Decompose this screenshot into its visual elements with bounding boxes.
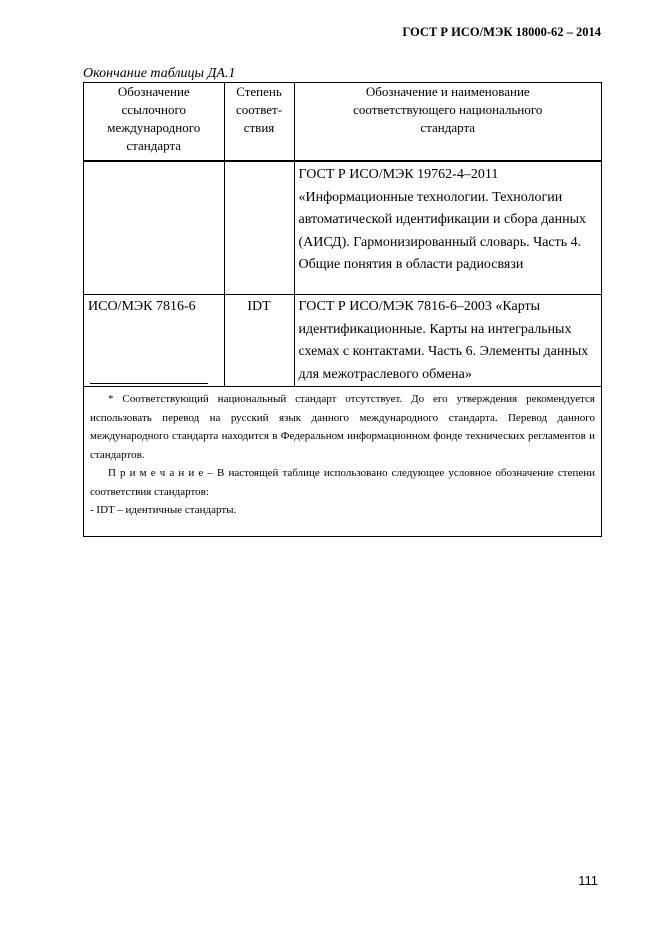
note-text: – В настоящей таблице использовано следующее условное обозначение степени соответствия стандартов: xyxy=(90,467,596,498)
cell-ref xyxy=(84,161,224,295)
note-label: П р и м е ч а н и е xyxy=(108,467,204,479)
table-row xyxy=(84,161,601,295)
table-frame xyxy=(83,82,602,537)
cell-national: ГОСТ Р ИСО/МЭК 7816-6–2003 «Карты идентификационные. Карты на интегральных схемах с контактами. Часть 6. Элементы данных для межотраслевого обмена» xyxy=(294,295,601,387)
cell-degree xyxy=(224,161,294,295)
footnote-idt-item: - IDT – идентичные стандарты. xyxy=(90,504,237,516)
footnote-star-note: * Соответствующий национальный стандарт отсутствует. До его утверждения рекомендуется использовать перевод на русский язык данного международного стандарта. Перевод данного международного стандарта находится в Федеральном информационном фонде технических регламентов и стандартов. xyxy=(90,393,595,461)
table-header-row xyxy=(84,83,601,161)
cell-ref: ИСО/МЭК 7816-6 xyxy=(84,295,224,387)
document-header: ГОСТ Р ИСО/МЭК 18000-62 – 2014 xyxy=(402,25,601,39)
cell-degree: IDT xyxy=(224,295,294,387)
column-header-ref: Обозначение ссылочного международного стандарта xyxy=(84,83,224,161)
column-header-degree: Степень соответ-ствия xyxy=(224,83,294,161)
reference-table xyxy=(84,83,601,387)
footnote-area xyxy=(90,383,595,520)
table-row xyxy=(84,295,601,387)
column-header-national: Обозначение и наименование соответствующего национального стандарта xyxy=(294,83,601,161)
footnote-note xyxy=(90,464,595,501)
cell-national: ГОСТ Р ИСО/МЭК 19762-4–2011 «Информационные технологии. Технологии автоматической идентификации и сбора данных (АИСД). Гармонизированный словарь. Часть 4. Общие понятия в области радиосвязи xyxy=(294,161,601,295)
page-number: 111 xyxy=(578,873,598,888)
footnote-rule xyxy=(90,383,208,384)
table-caption: Окончание таблицы ДА.1 xyxy=(83,66,236,81)
